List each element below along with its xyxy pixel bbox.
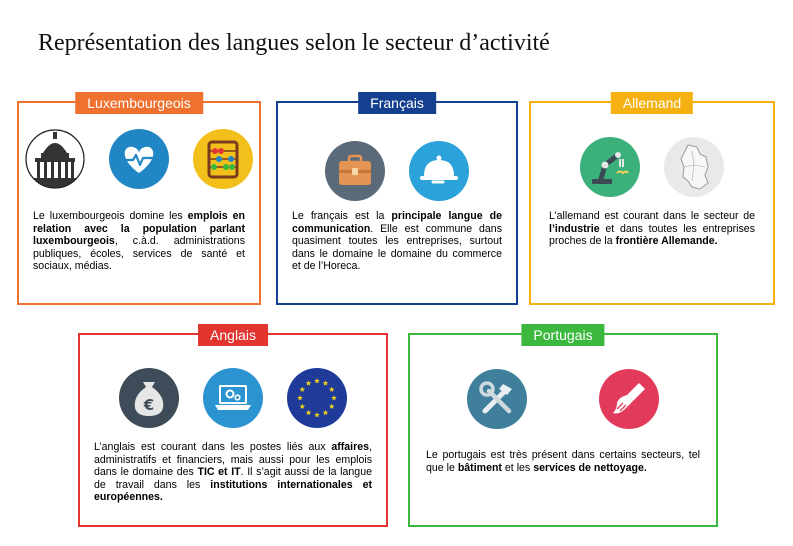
tag-allemand: Allemand	[611, 92, 693, 114]
card-luxembourgeois	[17, 95, 261, 305]
tag-portugais: Portugais	[521, 324, 604, 346]
card-anglais	[78, 327, 388, 527]
card-allemand-text: L’allemand est courant dans le secteur de l’industrie et dans toutes les entreprises proches de la frontière Allemande.	[549, 210, 755, 248]
robot-arm-icon	[580, 137, 640, 197]
luxembourg-map-icon	[664, 137, 724, 197]
card-portugais-text: Le portugais est très présent dans certains secteurs, tel que le bâtiment et les services de nettoyage.	[426, 449, 700, 474]
abacus-icon	[193, 129, 253, 189]
card-francais	[276, 95, 518, 305]
svg-text:€: €	[143, 396, 155, 414]
card-anglais-text: L’anglais est courant dans les postes liés aux affaires, administratifs et financiers, mais aussi pour les emplois dans le domaine des TIC et IT. Il s’agit aussi de la langue de travail dans les institutions internationales et européennes.	[94, 441, 372, 504]
tag-francais: Français	[358, 92, 436, 114]
heart-pulse-icon	[109, 129, 169, 189]
eu-flag-icon	[287, 368, 347, 428]
tag-anglais: Anglais	[198, 324, 268, 346]
card-portugais	[408, 327, 718, 527]
tag-luxembourgeois: Luxembourgeois	[75, 92, 203, 114]
card-luxembourgeois-text: Le luxembourgeois domine les emplois en relation avec la population parlant luxembourgeois, c.à.d. administrations publiques, écoles, services de santé et sociaux, médias.	[33, 210, 245, 273]
hammer-wrench-icon	[467, 369, 527, 429]
cloche-serving-icon	[409, 141, 469, 201]
euro-money-bag-icon	[119, 368, 179, 428]
parliament-building-icon	[25, 129, 85, 189]
card-allemand	[529, 95, 775, 305]
laptop-gears-icon	[203, 368, 263, 428]
paint-brush-icon	[599, 369, 659, 429]
briefcase-icon	[325, 141, 385, 201]
page-title: Représentation des langues selon le secteur d’activité	[38, 30, 550, 56]
card-francais-text: Le français est la principale langue de communication. Elle est commune dans quasiment toutes les entreprises, surtout dans le domaine le domaine du commerce et de l’Horeca.	[292, 210, 502, 273]
